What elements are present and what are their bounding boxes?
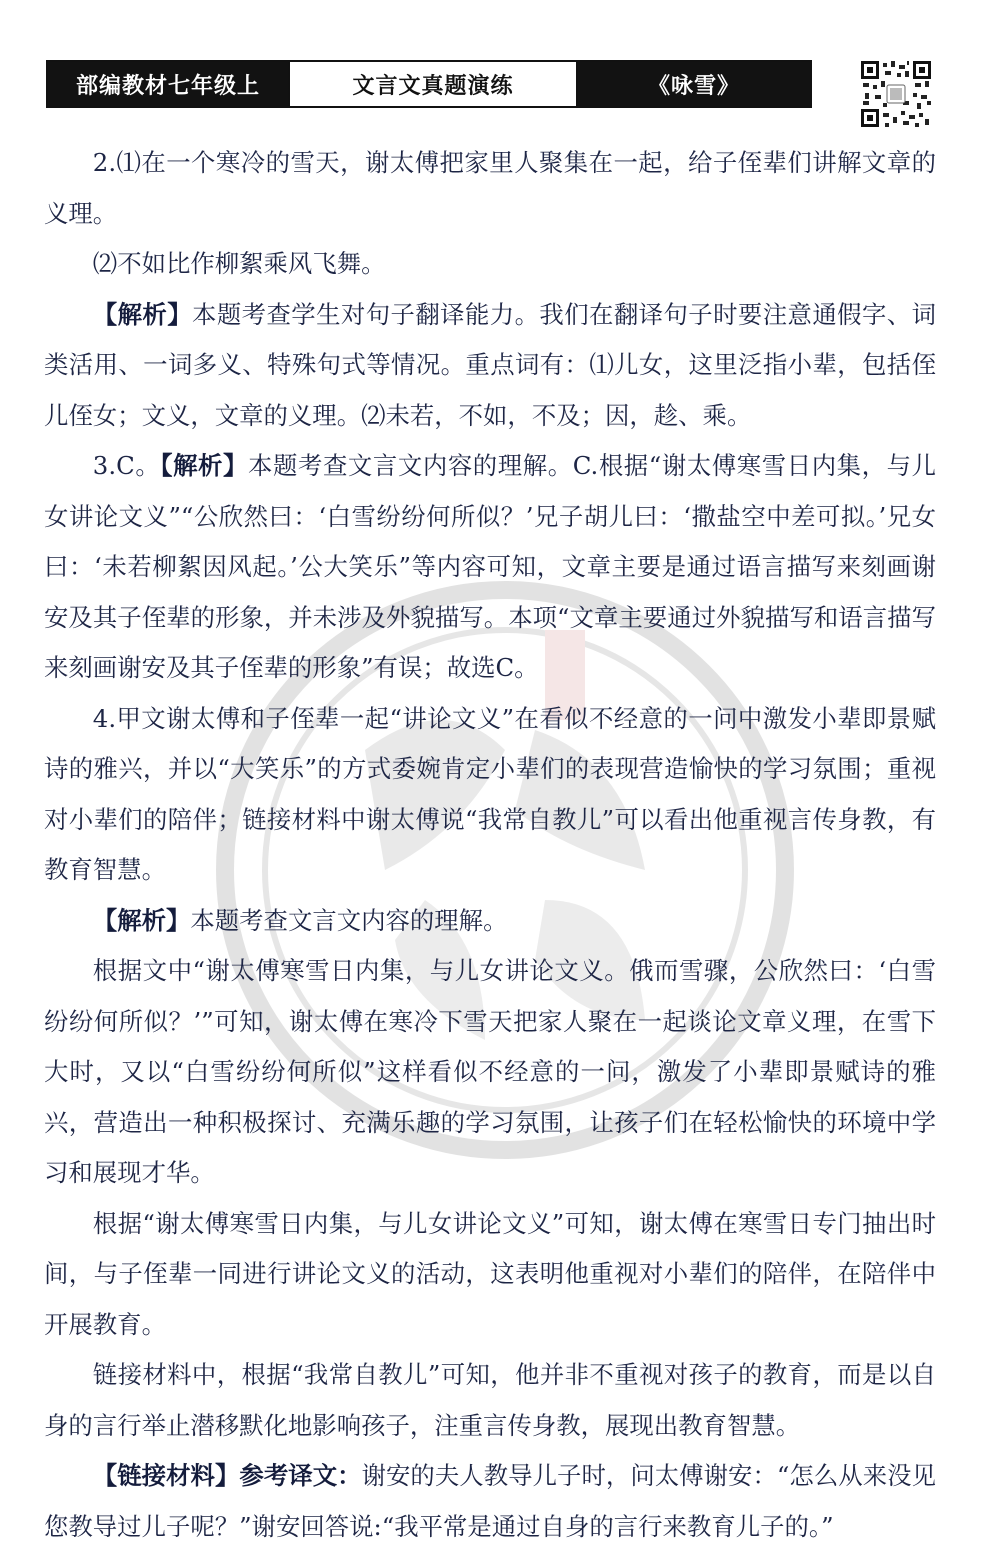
paragraph-text: 2.⑴在一个寒冷的雪天，谢太傅把家里人聚集在一起，给子侄辈们讲解文章的义理。 [44, 148, 936, 228]
paragraph-8 [44, 1199, 936, 1351]
qr-code-icon [859, 59, 933, 129]
paragraph-text: ⑵不如比作柳絮乘风飞舞。 [92, 249, 386, 278]
paragraph-1 [44, 138, 936, 239]
paragraph-2 [44, 239, 936, 290]
answer-content [44, 138, 936, 1552]
paragraph-5 [44, 694, 936, 896]
paragraph-text: 本题考查文言文内容的理解。 [190, 905, 508, 935]
header-section-label: 文言文真题演练 [288, 62, 578, 106]
paragraph-7 [44, 946, 936, 1199]
paragraph-9 [44, 1350, 936, 1451]
paragraph-10 [44, 1451, 936, 1552]
answer-number: 3.C。 [92, 451, 161, 480]
paragraph-text: 本题考查学生对句子翻译能力。我们在翻译句子时要注意通假字、词类活用、一词多义、特殊句式等情况。重点词有：⑴儿女，这里泛指小辈，包括侄儿侄女；文义，文章的义理。⑵未若，不如，不及；因，趁、乘。 [44, 299, 936, 430]
header-bar [46, 60, 812, 108]
paragraph-text: 链接材料中，根据“我常自教儿”可知，他并非不重视对孩子的教育，而是以自身的言行举止潜移默化地影响孩子，注重言传身教，展现出教育智慧。 [44, 1360, 936, 1440]
header-lesson-title: 《咏雪》 [578, 62, 810, 106]
paragraph-6 [44, 896, 936, 947]
paragraph-text: 本题考查文言文内容的理解。C.根据“谢太傅寒雪日内集，与儿女讲论文义”“公欣然曰：‘白雪纷纷何所似？’兄子胡儿曰：‘撒盐空中差可拟。’兄女曰：‘未若柳絮因风起。’公大笑乐”等内容可知，文章主要是通过语言描写来刻画谢安及其子侄辈的形象，并未涉及外貌描写。本项“文章主要通过外貌描写和语言描写来刻画谢安及其子侄辈的形象”有误；故选C。 [44, 451, 936, 682]
paragraph-text: 根据文中“谢太傅寒雪日内集，与儿女讲论文义。俄而雪骤，公欣然曰：‘白雪纷纷何所似？’”可知，谢太傅在寒冷下雪天把家人聚在一起谈论文章义理，在雪下大时，又以“白雪纷纷何所似”这样看似不经意的一问，激发了小辈即景赋诗的雅兴，营造出一种积极探讨、充满乐趣的学习氛围，让孩子们在轻松愉快的环境中学习和展现才华。 [44, 956, 936, 1187]
paragraph-text: 4.甲文谢太傅和子侄辈一起“讲论文义”在看似不经意的一问中激发小辈即景赋诗的雅兴，并以“大笑乐”的方式委婉肯定小辈们的表现营造愉快的学习氛围；重视对小辈们的陪伴；链接材料中谢太傅说“我常自教儿”可以看出他重视言传身教，有教育智慧。 [44, 703, 936, 884]
paragraph-text: 根据“谢太傅寒雪日内集，与儿女讲论文义”可知，谢太傅在寒雪日专门抽出时间，与子侄辈一同进行讲论文义的活动，这表明他重视对小辈们的陪伴，在陪伴中开展教育。 [44, 1208, 936, 1339]
analysis-label: 【解析】 [160, 451, 249, 480]
paragraph-3 [44, 290, 936, 442]
analysis-label: 【解析】 [92, 905, 191, 935]
linked-material-label: 【链接材料】参考译文： [92, 1461, 362, 1490]
header-textbook-label: 部编教材七年级上 [48, 62, 288, 106]
paragraph-text: 谢安的夫人教导儿子时，问太傅谢安：“怎么从来没见您教导过儿子呢？”谢安回答说:“我平常是通过自身的言行来教育儿子的。” [44, 1461, 936, 1541]
paragraph-4 [44, 441, 936, 694]
analysis-label: 【解析】 [92, 299, 193, 329]
